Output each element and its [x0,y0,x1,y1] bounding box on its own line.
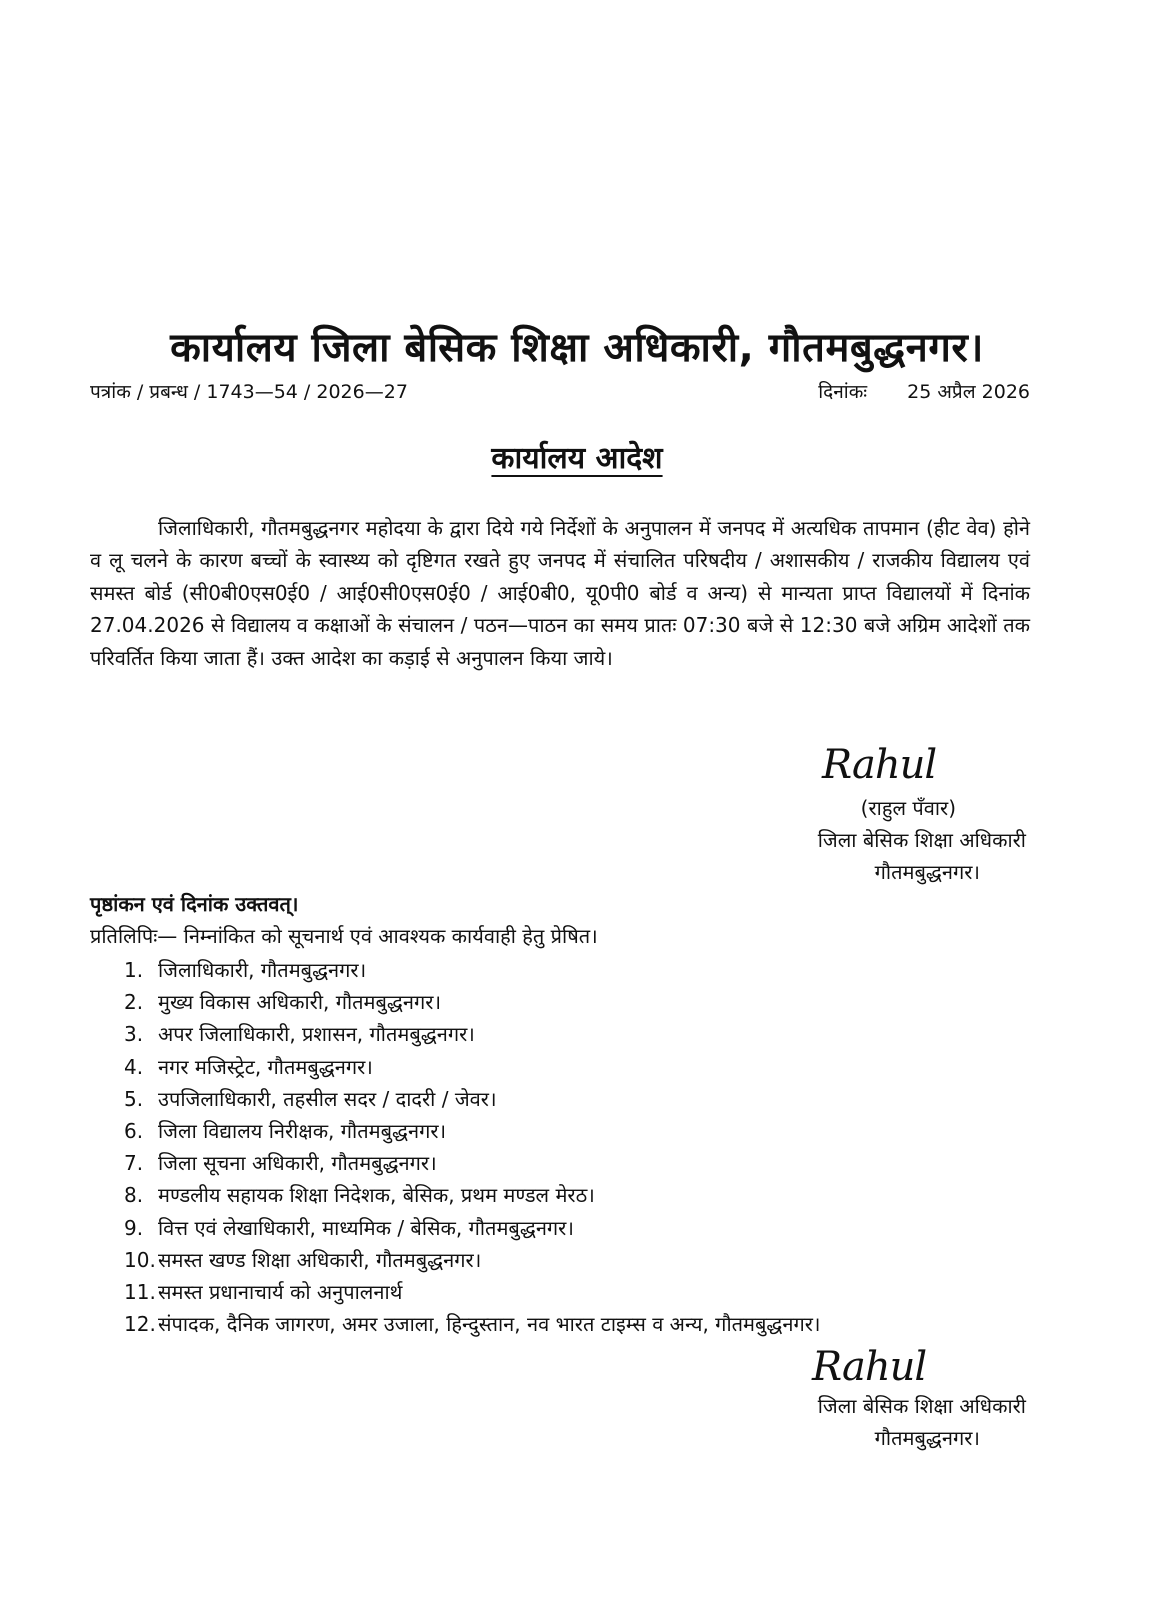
list-item-number: 8. [124,1183,144,1208]
signature-block-1 [818,792,1026,888]
list-item-text: संपादक, दैनिक जागरण, अमर उजाला, हिन्दुस्तान, नव भारत टाइम्स व अन्य, गौतमबुद्धनगर। [158,1312,821,1337]
list-item-text: मुख्य विकास अधिकारी, गौतमबुद्धनगर। [158,990,442,1015]
list-item-number: 5. [124,1086,144,1111]
list-item-text: जिलाधिकारी, गौतमबुद्धनगर। [158,958,367,982]
date-label: दिनांकः [818,381,868,403]
list-item [124,1147,821,1179]
list-item [124,1083,821,1115]
list-item-text: वित्त एवं लेखाधिकारी, माध्यमिक / बेसिक, गौतमबुद्धनगर। [158,1215,574,1240]
date-block [818,378,1030,404]
list-item-number: 1. [124,958,144,982]
list-item-text: अपर जिलाधिकारी, प्रशासन, गौतमबुद्धनगर। [158,1022,475,1047]
list-item [124,954,821,986]
signature-block-2 [818,1390,1026,1454]
order-heading [0,436,1154,477]
list-item-text: उपजिलाधिकारी, तहसील सदर / दादरी / जेवर। [158,1086,497,1111]
list-item-text: समस्त खण्ड शिक्षा अधिकारी, गौतमबुद्धनगर। [158,1247,482,1272]
list-item-number: 4. [124,1054,144,1079]
list-item [124,1179,821,1211]
list-item [124,1212,821,1244]
reference-number: पत्रांक / प्रबन्ध / 1743—54 / 2026—27 [90,381,408,403]
signature-1: Rahul [822,742,937,788]
list-item [124,1244,821,1276]
officer-designation: जिला बेसिक शिक्षा अधिकारी [817,1394,1026,1418]
list-item-number: 2. [124,990,144,1015]
list-item-number: 3. [124,1022,144,1047]
list-item-text: मण्डलीय सहायक शिक्षा निदेशक, बेसिक, प्रथम मण्डल मेरठ। [158,1183,595,1208]
list-item [124,986,821,1018]
reference-row [90,378,1030,404]
list-item-text: नगर मजिस्ट्रेट, गौतमबुद्धनगर। [158,1054,373,1079]
list-item-number: 6. [124,1119,144,1144]
order-heading-text: कार्यालय आदेश [491,441,663,476]
list-item-number: 7. [124,1151,144,1176]
order-body: जिलाधिकारी, गौतमबुद्धनगर महोदया के द्वारा दिये गये निर्देशों के अनुपालन में जनपद में अत्यधिक तापमान (हीट वेव) होने व लू चलने के कारण बच्चों के स्वास्थ्य को दृष्टिगत रखते हुए जनपद में संचालित परिषदीय / अशासकीय / राजकीय विद्यालय एवं समस्त बोर्ड (सी0बी0एस0ई0 / आई0सी0एस0ई0 / आई0बी0, यू0पी0 बोर्ड व अन्य) से मान्यता प्राप्त विद्यालयों में दिनांक 27.04.2026 से विद्यालय व कक्षाओं के संचालन / पठन—पाठन का समय प्रातः 07:30 बजे से 12:30 बजे अग्रिम आदेशों तक परिवर्तित किया जाता हैं। उक्त आदेश का कड़ाई से अनुपालन किया जाये। [90,516,1030,670]
list-item-text: जिला विद्यालय निरीक्षक, गौतमबुद्धनगर। [158,1119,447,1144]
office-title: कार्यालय जिला बेसिक शिक्षा अधिकारी, गौतमबुद्धनगर। [170,325,984,371]
list-item-number: 10. [124,1247,156,1272]
endorsement-heading: पृष्ठांकन एवं दिनांक उक्तवत्। [90,892,299,916]
list-item-text: जिला सूचना अधिकारी, गौतमबुद्धनगर। [158,1151,437,1176]
list-item [124,1051,821,1083]
copy-intro: प्रतिलिपिः— निम्नांकित को सूचनार्थ एवं आवश्यक कार्यवाही हेतु प्रेषित। [90,924,598,948]
list-item [124,1018,821,1050]
list-item [124,1308,821,1340]
list-item [124,1276,821,1308]
copy-recipients-list [124,954,821,1340]
list-item-number: 12. [124,1312,156,1337]
list-item-text: समस्त प्रधानाचार्य को अनुपालनार्थ [158,1280,403,1305]
list-item-number: 11. [124,1280,156,1305]
list-item-number: 9. [124,1215,144,1240]
list-item [124,1115,821,1147]
signature-2: Rahul [812,1344,927,1390]
officer-place: गौतमबुद्धनगर। [874,860,980,884]
date-value: 25 अप्रैल 2026 [907,381,1030,403]
officer-name: (राहुल पँवार) [860,796,956,820]
officer-designation: जिला बेसिक शिक्षा अधिकारी [817,828,1026,852]
officer-place: गौतमबुद्धनगर। [874,1426,980,1450]
